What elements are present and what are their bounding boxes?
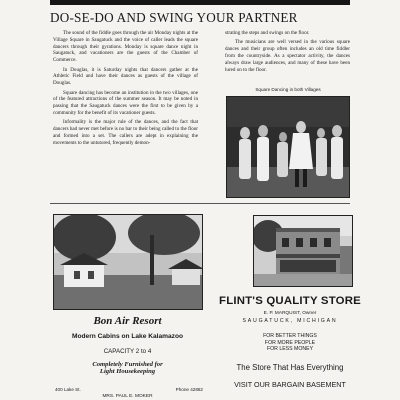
article-paragraph: Square dancing has become an institution in the two villages, one of the featured attractions of the summer season. It may be noted in passing that the Saugatuck dances were the first to be given by a community for the benefit of its vacationer guests.	[53, 89, 198, 116]
resort-capacity: CAPACITY 2 to 4	[103, 348, 152, 355]
store-slogan-line: FOR MORE PEOPLE	[264, 339, 316, 346]
store-name: FLINT'S QUALITY STORE	[219, 295, 361, 307]
store-everything-line: The Store That Has Everything	[236, 363, 344, 372]
store-slogan	[215, 333, 365, 353]
photo-caption: Square Dancing in both Villages	[255, 87, 321, 92]
square-dance-photo	[226, 96, 350, 198]
store-slogan-line: FOR BETTER THINGS	[263, 333, 317, 339]
resort-tagline: Modern Cabins on Lake Kalamazoo	[71, 333, 183, 340]
lake-cabins-photo	[53, 214, 203, 310]
store-city: SAUGATUCK, MICHIGAN	[242, 318, 338, 324]
store-owner: E. P. MARQUIST, Owner	[263, 311, 317, 316]
resort-furnished-line: Light Housekeeping	[99, 368, 156, 376]
resort-furnished-line: Completely Furnished for	[92, 361, 163, 368]
store-basement-line: VISIT OUR BARGAIN BASEMENT	[234, 380, 346, 389]
resort-name: Bon Air Resort	[93, 315, 162, 327]
store-building-photo	[253, 215, 353, 287]
article-left-column	[53, 30, 198, 149]
article-paragraph: In Douglas, it is Saturday nights that dancers gather at the Athletic Field and have their dances as guests of the village of Douglas.	[53, 66, 198, 87]
article-paragraph: Informality is the major rule of the dances, and the fact that dancers had never met before is no bar to their being called to the floor and formed into a set. The callers are adept in explaining the movements to the untutored, frequently demon-	[53, 119, 198, 146]
article-paragraph: The musicians are well versed in the various square dances and their group often includes an old time fiddler from the countryside. As a spectator activity, the dances always draw large audiences, and many of these have been lured on to the floor.	[225, 39, 350, 73]
resort-owner: MRS. PAUL E. MOKER	[102, 394, 153, 399]
article-right-column	[225, 30, 350, 76]
article-paragraph: The sound of the fiddle goes through the air Monday nights at the Village Square in Saugatuck and the voice of caller leads the square dancers through their gyrations. Monday is square dance night in Saugatuck, and vacationers are the guests of the Chamber of Commerce.	[53, 30, 198, 64]
resort-address: 400 Lake St.	[55, 387, 81, 392]
resort-phone: Phone 42882	[175, 387, 203, 392]
resort-furnished	[50, 361, 205, 376]
header-rule	[50, 0, 350, 5]
article-paragraph: strating the steps and swings on the floor.	[225, 30, 310, 36]
section-divider	[50, 203, 350, 204]
store-slogan-line: FOR LESS MONEY	[266, 346, 314, 353]
article-title: DO-SE-DO AND SWING YOUR PARTNER	[50, 10, 298, 25]
resort-address-line	[55, 387, 203, 392]
